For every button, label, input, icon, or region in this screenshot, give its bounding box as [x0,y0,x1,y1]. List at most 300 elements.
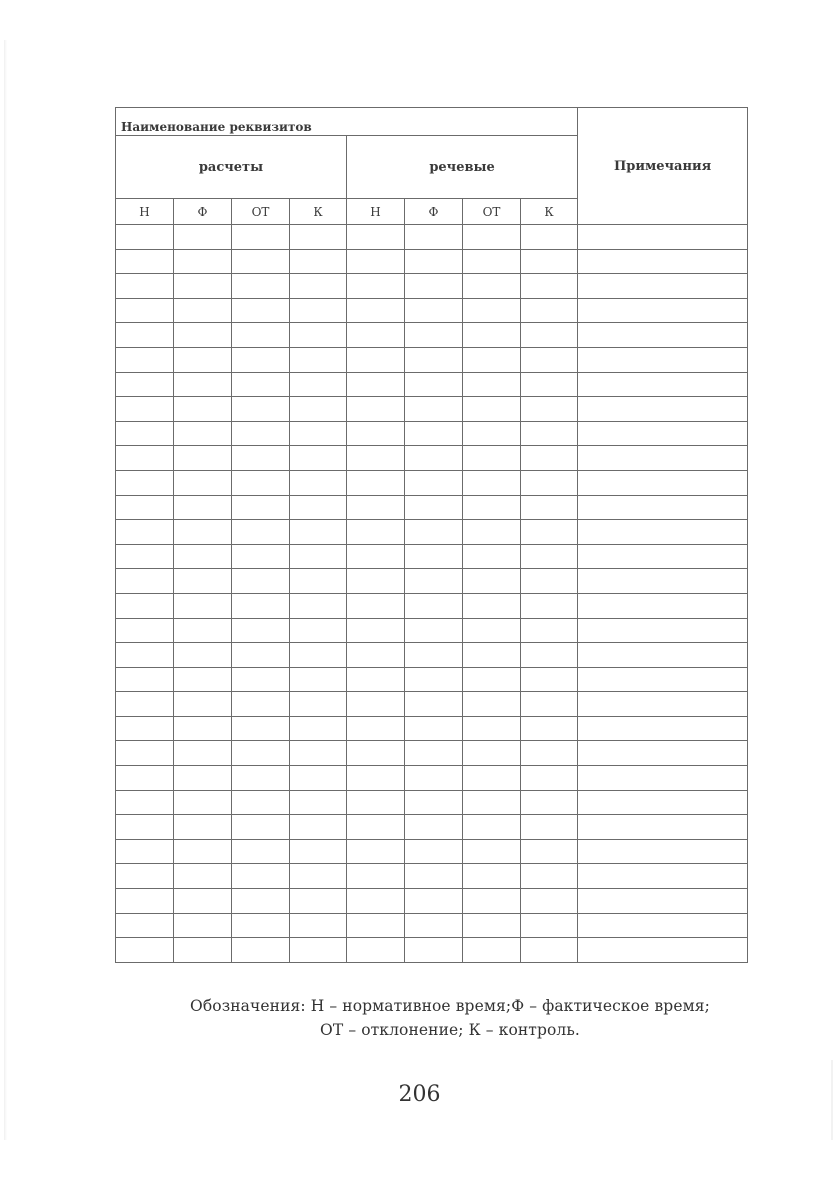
data-cell [463,298,521,323]
data-cell [521,766,578,791]
table-row [116,643,748,668]
data-cell [116,569,174,594]
data-cell [347,741,405,766]
data-cell [521,839,578,864]
notes-cell [578,790,748,815]
data-cell [405,249,463,274]
data-cell [347,913,405,938]
data-cell [174,569,232,594]
data-cell [290,323,347,348]
notes-cell [578,716,748,741]
group-calculations-header: расчеты [116,136,347,199]
table-row [116,298,748,323]
data-cell [521,790,578,815]
data-cell [521,397,578,422]
data-cell [116,323,174,348]
data-cell [116,618,174,643]
data-cell [232,544,290,569]
data-cell [174,766,232,791]
column-header: ОТ [463,199,521,225]
data-cell [347,815,405,840]
data-cell [463,913,521,938]
column-header: Н [347,199,405,225]
table-row [116,938,748,963]
notes-cell [578,347,748,372]
data-cell [347,421,405,446]
notes-cell [578,766,748,791]
data-cell [232,225,290,250]
table-row [116,446,748,471]
data-cell [174,274,232,299]
notes-cell [578,667,748,692]
data-cell [290,298,347,323]
data-cell [347,766,405,791]
data-cell [290,225,347,250]
data-cell [174,470,232,495]
data-cell [174,667,232,692]
data-cell [174,815,232,840]
data-cell [521,864,578,889]
table-row [116,225,748,250]
data-cell [463,741,521,766]
requisites-table [115,107,748,963]
table-row [116,421,748,446]
data-cell [521,347,578,372]
data-cell [405,397,463,422]
notes-cell [578,815,748,840]
data-cell [521,446,578,471]
data-cell [347,569,405,594]
notes-header: Примечания [578,108,748,225]
data-cell [463,593,521,618]
table-row [116,692,748,717]
data-cell [463,864,521,889]
table-row [116,323,748,348]
table-row [116,569,748,594]
data-cell [232,766,290,791]
data-cell [232,913,290,938]
data-cell [232,692,290,717]
notes-cell [578,839,748,864]
notes-cell [578,643,748,668]
data-cell [116,839,174,864]
data-cell [290,667,347,692]
data-cell [116,741,174,766]
data-cell [347,225,405,250]
data-cell [290,864,347,889]
data-cell [463,889,521,914]
data-cell [116,225,174,250]
data-cell [116,593,174,618]
table-row [116,667,748,692]
data-cell [521,225,578,250]
data-cell [232,470,290,495]
table-row [116,347,748,372]
data-cell [521,716,578,741]
notes-cell [578,470,748,495]
data-cell [521,372,578,397]
data-cell [232,274,290,299]
data-cell [347,864,405,889]
data-cell [347,618,405,643]
data-cell [116,397,174,422]
data-cell [174,323,232,348]
data-cell [174,397,232,422]
data-cell [463,839,521,864]
column-header: ОТ [232,199,290,225]
data-cell [521,618,578,643]
data-cell [174,889,232,914]
data-cell [405,643,463,668]
data-cell [290,938,347,963]
data-cell [290,274,347,299]
data-cell [463,397,521,422]
data-cell [290,913,347,938]
data-cell [290,889,347,914]
data-cell [405,716,463,741]
data-cell [347,593,405,618]
data-cell [116,692,174,717]
data-cell [347,470,405,495]
data-cell [347,298,405,323]
data-cell [347,446,405,471]
data-cell [521,692,578,717]
data-cell [405,889,463,914]
data-cell [174,249,232,274]
data-cell [116,470,174,495]
data-cell [232,839,290,864]
data-cell [290,372,347,397]
data-cell [347,495,405,520]
data-cell [232,889,290,914]
data-cell [174,495,232,520]
data-cell [521,274,578,299]
scan-edge-left [4,40,7,1140]
notes-cell [578,323,748,348]
data-cell [463,495,521,520]
table-row [116,274,748,299]
data-cell [463,766,521,791]
legend-footnote [115,994,785,1042]
data-cell [116,421,174,446]
data-cell [116,372,174,397]
data-cell [521,889,578,914]
data-cell [463,815,521,840]
notes-cell [578,274,748,299]
data-cell [174,421,232,446]
data-cell [347,889,405,914]
data-cell [232,249,290,274]
data-cell [347,372,405,397]
data-cell [174,716,232,741]
data-cell [290,470,347,495]
data-cell [405,298,463,323]
data-cell [347,347,405,372]
notes-cell [578,298,748,323]
data-cell [116,446,174,471]
table-row [116,815,748,840]
data-cell [347,938,405,963]
data-cell [521,569,578,594]
column-header: Ф [174,199,232,225]
data-cell [174,520,232,545]
table-row [116,839,748,864]
data-cell [116,274,174,299]
data-cell [347,667,405,692]
notes-cell [578,741,748,766]
data-cell [290,716,347,741]
data-cell [463,470,521,495]
data-cell [405,667,463,692]
data-cell [232,716,290,741]
data-cell [405,274,463,299]
data-cell [463,323,521,348]
data-cell [116,298,174,323]
data-cell [232,347,290,372]
data-cell [290,692,347,717]
data-cell [405,470,463,495]
table-row [116,741,748,766]
data-cell [174,618,232,643]
column-header: К [290,199,347,225]
notes-cell [578,446,748,471]
data-cell [521,249,578,274]
data-cell [290,421,347,446]
data-cell [405,864,463,889]
data-cell [116,766,174,791]
table-row [116,470,748,495]
legend-line-1: Обозначения: Н – нормативное время;Ф – фактическое время; [190,997,710,1015]
notes-cell [578,692,748,717]
data-cell [463,520,521,545]
data-cell [463,716,521,741]
data-cell [232,741,290,766]
data-cell [174,839,232,864]
data-cell [116,544,174,569]
table-row [116,716,748,741]
data-cell [174,347,232,372]
data-cell [174,372,232,397]
notes-cell [578,421,748,446]
data-cell [463,249,521,274]
data-cell [463,372,521,397]
notes-cell [578,397,748,422]
data-cell [232,938,290,963]
data-cell [347,839,405,864]
data-cell [405,618,463,643]
data-cell [174,446,232,471]
data-cell [174,864,232,889]
data-cell [290,593,347,618]
table-row [116,372,748,397]
notes-cell [578,249,748,274]
data-cell [290,790,347,815]
data-cell [463,643,521,668]
data-cell [290,495,347,520]
data-cell [116,716,174,741]
data-cell [232,667,290,692]
data-cell [405,766,463,791]
table-row [116,520,748,545]
data-cell [116,643,174,668]
data-cell [521,298,578,323]
data-cell [405,225,463,250]
data-cell [405,323,463,348]
data-cell [521,938,578,963]
data-cell [290,815,347,840]
notes-cell [578,593,748,618]
data-cell [463,790,521,815]
data-cell [463,544,521,569]
data-cell [347,716,405,741]
data-cell [232,815,290,840]
data-cell [290,544,347,569]
column-header: Ф [405,199,463,225]
data-cell [232,643,290,668]
data-cell [405,347,463,372]
notes-cell [578,913,748,938]
data-cell [116,790,174,815]
data-cell [405,372,463,397]
data-cell [521,741,578,766]
data-cell [347,544,405,569]
column-header: К [521,199,578,225]
data-cell [347,790,405,815]
table-row [116,766,748,791]
data-cell [521,470,578,495]
data-cell [347,692,405,717]
data-cell [290,643,347,668]
data-cell [174,225,232,250]
data-cell [521,421,578,446]
table-row [116,864,748,889]
data-cell [116,913,174,938]
data-cell [116,667,174,692]
data-cell [232,446,290,471]
data-cell [174,790,232,815]
data-cell [290,446,347,471]
data-cell [290,569,347,594]
data-cell [116,347,174,372]
data-cell [174,938,232,963]
data-cell [290,766,347,791]
data-cell [463,347,521,372]
data-cell [232,569,290,594]
legend-line-2: ОТ – отклонение; К – контроль. [320,1021,580,1039]
group-speech-header: речевые [347,136,578,199]
data-cell [290,520,347,545]
data-cell [290,741,347,766]
data-cell [405,520,463,545]
table-row [116,544,748,569]
table-row [116,889,748,914]
table-row [116,397,748,422]
data-cell [290,249,347,274]
data-cell [521,593,578,618]
column-header: Н [116,199,174,225]
data-cell [347,323,405,348]
data-cell [347,249,405,274]
data-cell [405,593,463,618]
data-cell [463,692,521,717]
data-cell [405,495,463,520]
data-cell [232,864,290,889]
data-cell [463,569,521,594]
data-cell [463,938,521,963]
data-cell [116,249,174,274]
data-cell [521,323,578,348]
data-cell [405,544,463,569]
table-row [116,249,748,274]
data-cell [405,790,463,815]
data-cell [232,397,290,422]
data-cell [521,643,578,668]
table-row [116,913,748,938]
notes-cell [578,372,748,397]
table-row [116,618,748,643]
data-cell [463,225,521,250]
data-cell [521,495,578,520]
data-cell [174,692,232,717]
data-cell [174,913,232,938]
data-cell [232,298,290,323]
notes-cell [578,544,748,569]
data-cell [290,397,347,422]
notes-cell [578,225,748,250]
notes-cell [578,569,748,594]
data-cell [116,864,174,889]
data-cell [521,913,578,938]
data-cell [463,618,521,643]
data-cell [116,815,174,840]
data-cell [232,790,290,815]
notes-cell [578,520,748,545]
data-cell [405,938,463,963]
data-cell [463,274,521,299]
data-cell [405,815,463,840]
data-cell [347,397,405,422]
table-row [116,593,748,618]
data-cell [405,446,463,471]
data-cell [521,667,578,692]
notes-cell [578,495,748,520]
table-row [116,495,748,520]
data-cell [116,520,174,545]
data-cell [232,421,290,446]
notes-cell [578,889,748,914]
data-cell [116,938,174,963]
data-cell [405,569,463,594]
data-cell [116,889,174,914]
data-cell [405,913,463,938]
data-cell [290,618,347,643]
data-cell [405,692,463,717]
data-cell [521,520,578,545]
data-cell [405,741,463,766]
data-cell [174,643,232,668]
data-cell [463,446,521,471]
data-cell [463,421,521,446]
data-cell [521,544,578,569]
table-row [116,790,748,815]
data-cell [405,421,463,446]
data-cell [405,839,463,864]
data-cell [232,495,290,520]
data-cell [232,593,290,618]
data-cell [521,815,578,840]
data-cell [174,741,232,766]
data-cell [174,593,232,618]
